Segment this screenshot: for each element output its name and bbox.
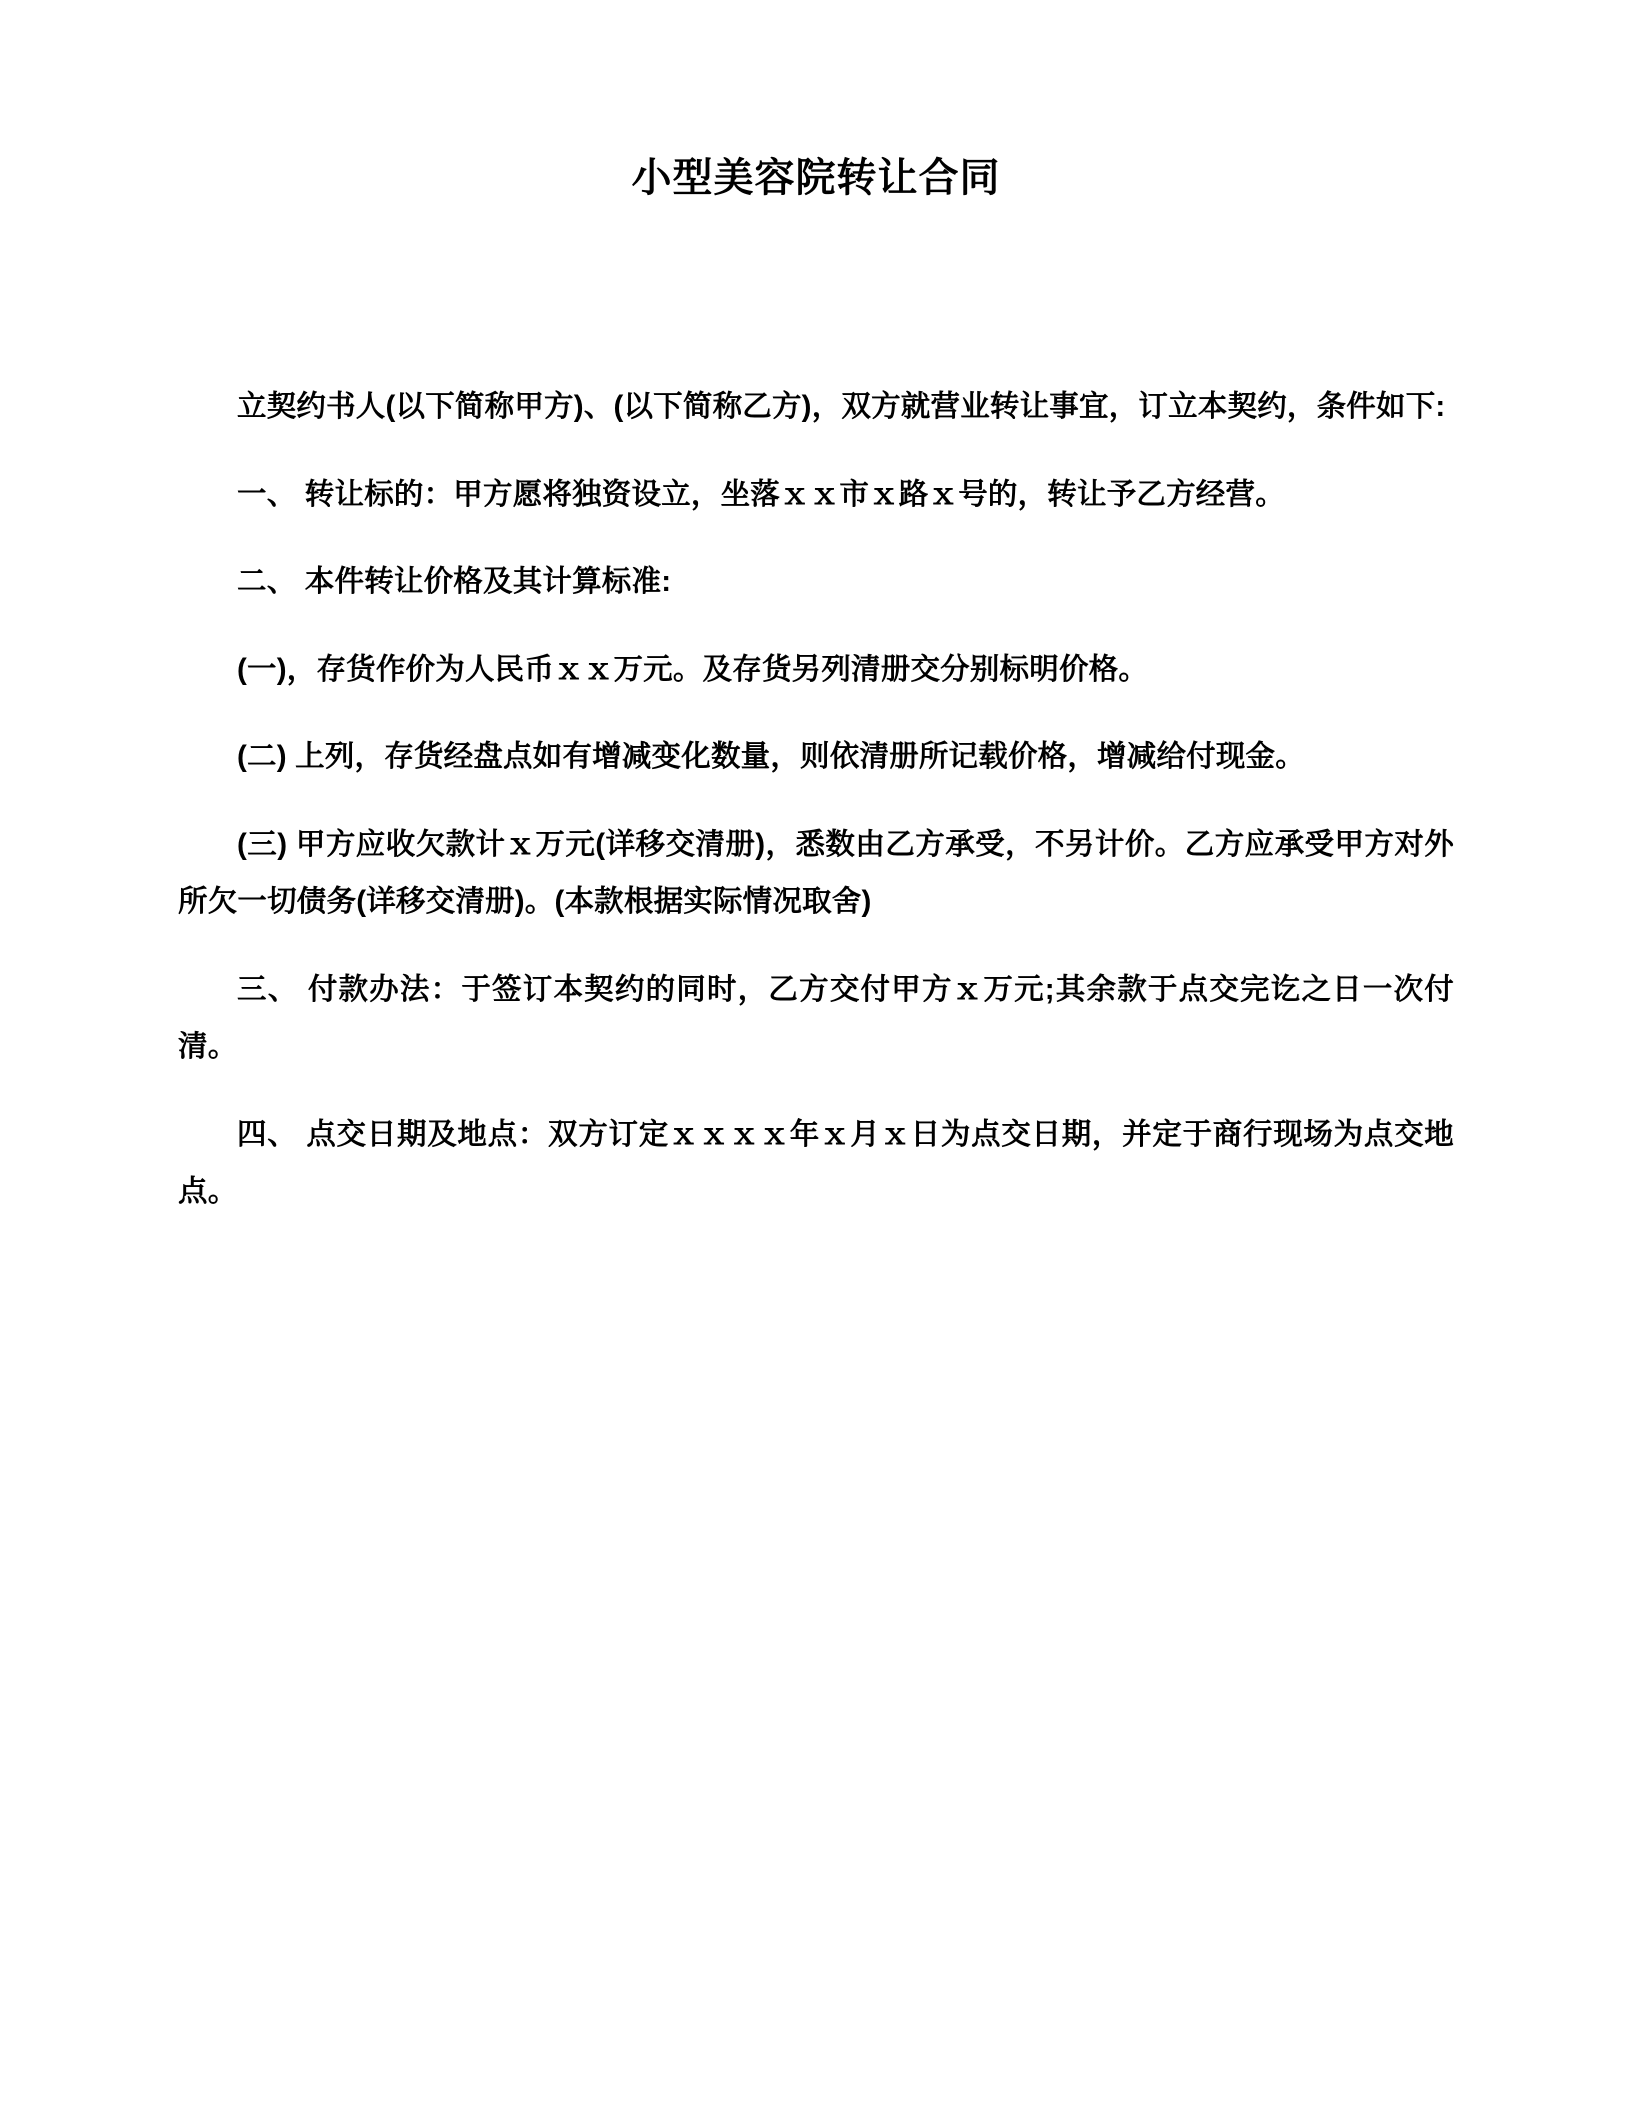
paragraph-intro: 立契约书人(以下简称甲方)、(以下简称乙方)，双方就营业转让事宜，订立本契约，条件如下:: [237, 390, 1446, 423]
paragraph-clause-3: 三、 付款办法：于签订本契约的同时，乙方交付甲方ｘ万元;其余款于点交完讫之日一次付清。: [178, 972, 1454, 1064]
paragraph-clause-4: 四、 点交日期及地点：双方订定ｘｘｘｘ年ｘ月ｘ日为点交日期，并定于商行现场为点交地点。: [178, 1117, 1454, 1209]
paragraph-clause-2-item-1: (一)，存货作价为人民币ｘｘ万元。及存货另列清册交分别标明价格。: [237, 652, 1149, 686]
paragraph-clause-2-item-2: (二) 上列，存货经盘点如有增减变化数量，则依清册所记载价格，增减给付现金。: [237, 740, 1305, 774]
title-spacer: [178, 206, 1454, 378]
page-title: 小型美容院转让合同: [631, 156, 1001, 200]
paragraph-clause-1: 一、 转让标的：甲方愿将独资设立，坐落ｘｘ市ｘ路ｘ号的，转让予乙方经营。: [237, 477, 1285, 511]
paragraph-clause-2-item-3: (三) 甲方应收欠款计ｘ万元(详移交清册)，悉数由乙方承受，不另计价。乙方应承受甲方对外所欠一切债务(详移交清册)。(本款根据实际情况取舍): [178, 827, 1454, 919]
paragraph-clause-2: 二、 本件转让价格及其计算标准:: [237, 565, 672, 599]
